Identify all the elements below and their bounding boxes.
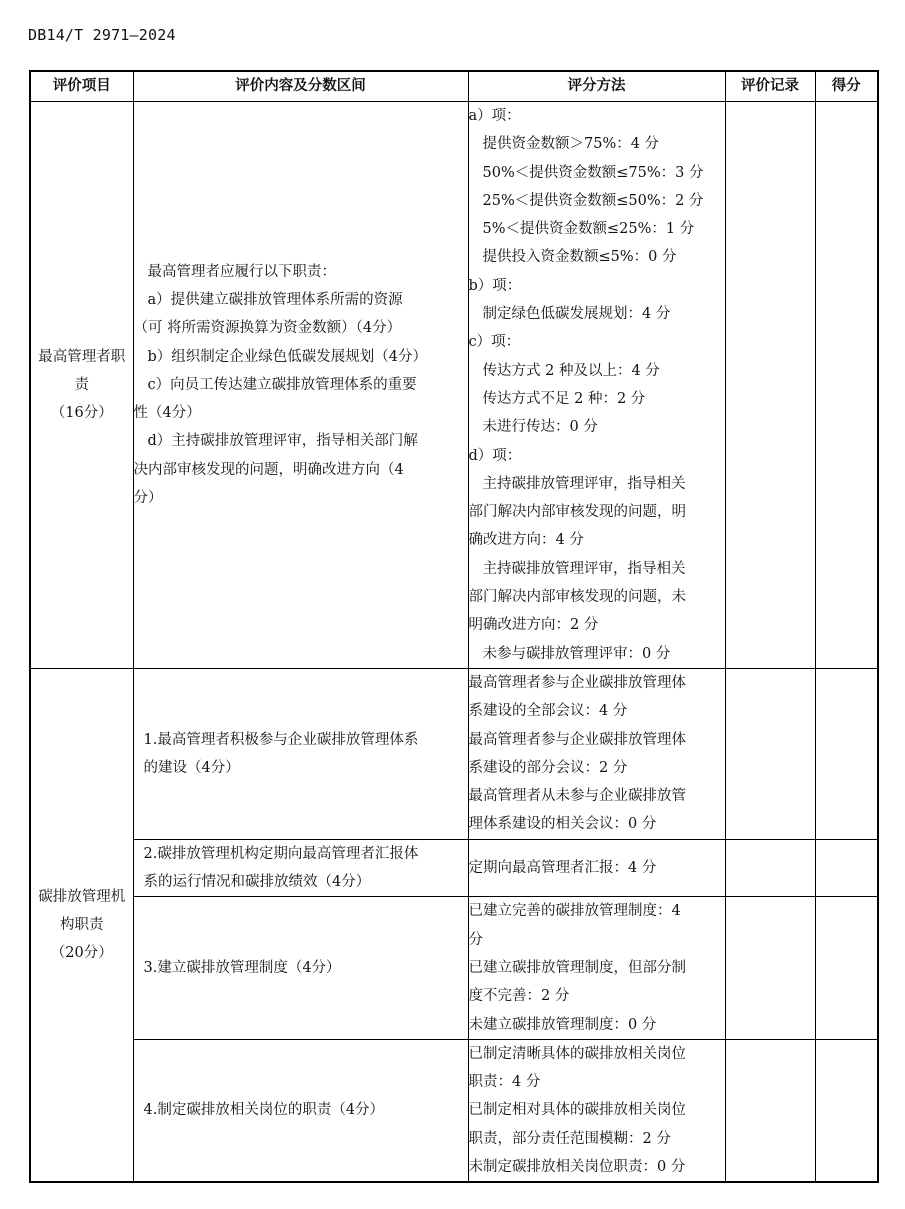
table-row: [30, 668, 878, 839]
table-row: [30, 897, 878, 1039]
content-line: c）向员工传达建立碳排放管理体系的重要: [147, 376, 417, 393]
method-line: 5%＜提供资金数额≤25%：1 分: [482, 221, 695, 238]
content-cell: [133, 839, 468, 897]
content-line: b）组织制定企业绿色低碳发展规划（4分）: [147, 348, 428, 365]
record-cell[interactable]: [725, 668, 815, 839]
method-line: 25%＜提供资金数额≤50%：2 分: [482, 192, 704, 209]
evaluation-table: [29, 70, 879, 1183]
header-record: 评价记录: [725, 71, 815, 102]
record-cell[interactable]: [725, 897, 815, 1039]
method-line: 提供资金数额＞75%：4 分: [482, 136, 660, 153]
content-line: （可 将所需资源换算为资金数额）（4分）: [133, 320, 402, 337]
method-line: 提供投入资金数额≤5%：0 分: [482, 249, 677, 266]
method-line: 已建立碳排放管理制度，但部分制: [468, 959, 686, 976]
method-cell: [468, 668, 725, 839]
item-score: （20分）: [50, 945, 113, 962]
method-line: 已制定相对具体的碳排放相关岗位: [468, 1102, 686, 1119]
content-line: 性（4分）: [133, 405, 201, 422]
method-line: 已建立完善的碳排放管理制度：4: [468, 903, 681, 920]
method-line: 已制定清晰具体的碳排放相关岗位: [468, 1045, 686, 1062]
document-code: DB14/T 2971—2024: [28, 26, 176, 44]
content-line: 4.制定碳排放相关岗位的职责（4分）: [143, 1102, 385, 1119]
content-line: 1.最高管理者积极参与企业碳排放管理体系: [143, 731, 419, 748]
content-cell: [133, 897, 468, 1039]
content-line: 最高管理者应履行以下职责：: [147, 263, 336, 280]
method-line: d）项：: [468, 447, 522, 464]
table-row: [30, 839, 878, 897]
record-cell[interactable]: [725, 839, 815, 897]
content-cell: [133, 102, 468, 669]
method-line: 最高管理者参与企业碳排放管理体: [468, 731, 686, 748]
method-line: 传达方式不足 2 种：2 分: [482, 390, 646, 407]
method-line: 职责，部分责任范围模糊：2 分: [468, 1130, 671, 1147]
method-line: 部门解决内部审核发现的问题，未: [468, 589, 686, 606]
method-line: 未参与碳排放管理评审：0 分: [482, 645, 671, 662]
header-content: 评价内容及分数区间: [133, 71, 468, 102]
method-line: b）项：: [468, 277, 522, 294]
header-score: 得分: [815, 71, 878, 102]
table-row: [30, 1039, 878, 1182]
item-cell: [30, 102, 133, 669]
method-cell: [468, 1039, 725, 1182]
score-cell[interactable]: [815, 102, 878, 669]
content-line: 决内部审核发现的问题，明确改进方向（4: [133, 461, 404, 478]
content-cell: [133, 668, 468, 839]
method-line: 部门解决内部审核发现的问题，明: [468, 504, 686, 521]
item-text: 责: [74, 376, 89, 393]
method-line: 系建设的部分会议：2 分: [468, 759, 628, 776]
content-line: 2.碳排放管理机构定期向最高管理者汇报体: [143, 845, 419, 862]
method-line: 传达方式 2 种及以上：4 分: [482, 362, 660, 379]
content-line: 的建设（4分）: [143, 759, 240, 776]
method-line: 主持碳排放管理评审，指导相关: [482, 475, 686, 492]
score-cell[interactable]: [815, 668, 878, 839]
method-line: 度不完善：2 分: [468, 988, 570, 1005]
method-line: 分: [468, 931, 483, 948]
score-cell[interactable]: [815, 839, 878, 897]
method-cell: [468, 897, 725, 1039]
score-cell[interactable]: [815, 1039, 878, 1182]
header-method: 评分方法: [468, 71, 725, 102]
method-line: 未建立碳排放管理制度：0 分: [468, 1016, 657, 1033]
item-cell: [30, 668, 133, 1182]
content-line: d）主持碳排放管理评审，指导相关部门解: [147, 433, 418, 450]
method-line: 最高管理者从未参与企业碳排放管: [468, 788, 686, 805]
method-line: 主持碳排放管理评审，指导相关: [482, 560, 686, 577]
method-line: 职责：4 分: [468, 1074, 541, 1091]
content-line: 系的运行情况和碳排放绩效（4分）: [143, 874, 371, 891]
record-cell[interactable]: [725, 1039, 815, 1182]
item-text: 构职责: [60, 916, 104, 933]
method-line: 明确改进方向：2 分: [468, 617, 599, 634]
method-line: 系建设的全部会议：4 分: [468, 703, 628, 720]
method-line: 理体系建设的相关会议：0 分: [468, 816, 657, 833]
method-line: 确改进方向：4 分: [468, 532, 584, 549]
method-line: c）项：: [468, 334, 521, 351]
method-line: 最高管理者参与企业碳排放管理体: [468, 674, 686, 691]
score-cell[interactable]: [815, 897, 878, 1039]
item-text: 碳排放管理机: [38, 888, 126, 905]
item-score: （16分）: [50, 405, 113, 422]
header-item: 评价项目: [30, 71, 133, 102]
method-line: a）项：: [468, 108, 521, 124]
content-line: 分）: [133, 490, 163, 506]
record-cell[interactable]: [725, 102, 815, 669]
method-cell: [468, 839, 725, 897]
item-text: 最高管理者职: [38, 348, 126, 365]
content-line: 3.建立碳排放管理制度（4分）: [143, 959, 341, 976]
method-line: 50%＜提供资金数额≤75%：3 分: [482, 164, 704, 181]
method-line: 定期向最高管理者汇报：4 分: [468, 859, 657, 876]
method-line: 制定绿色低碳发展规划：4 分: [482, 306, 671, 323]
content-cell: [133, 1039, 468, 1182]
method-cell: [468, 102, 725, 669]
header-row: [30, 71, 878, 102]
method-line: 未进行传达：0 分: [482, 419, 598, 436]
table-row: [30, 102, 878, 669]
content-line: a）提供建立碳排放管理体系所需的资源: [147, 291, 403, 308]
method-line: 未制定碳排放相关岗位职责：0 分: [468, 1158, 686, 1175]
